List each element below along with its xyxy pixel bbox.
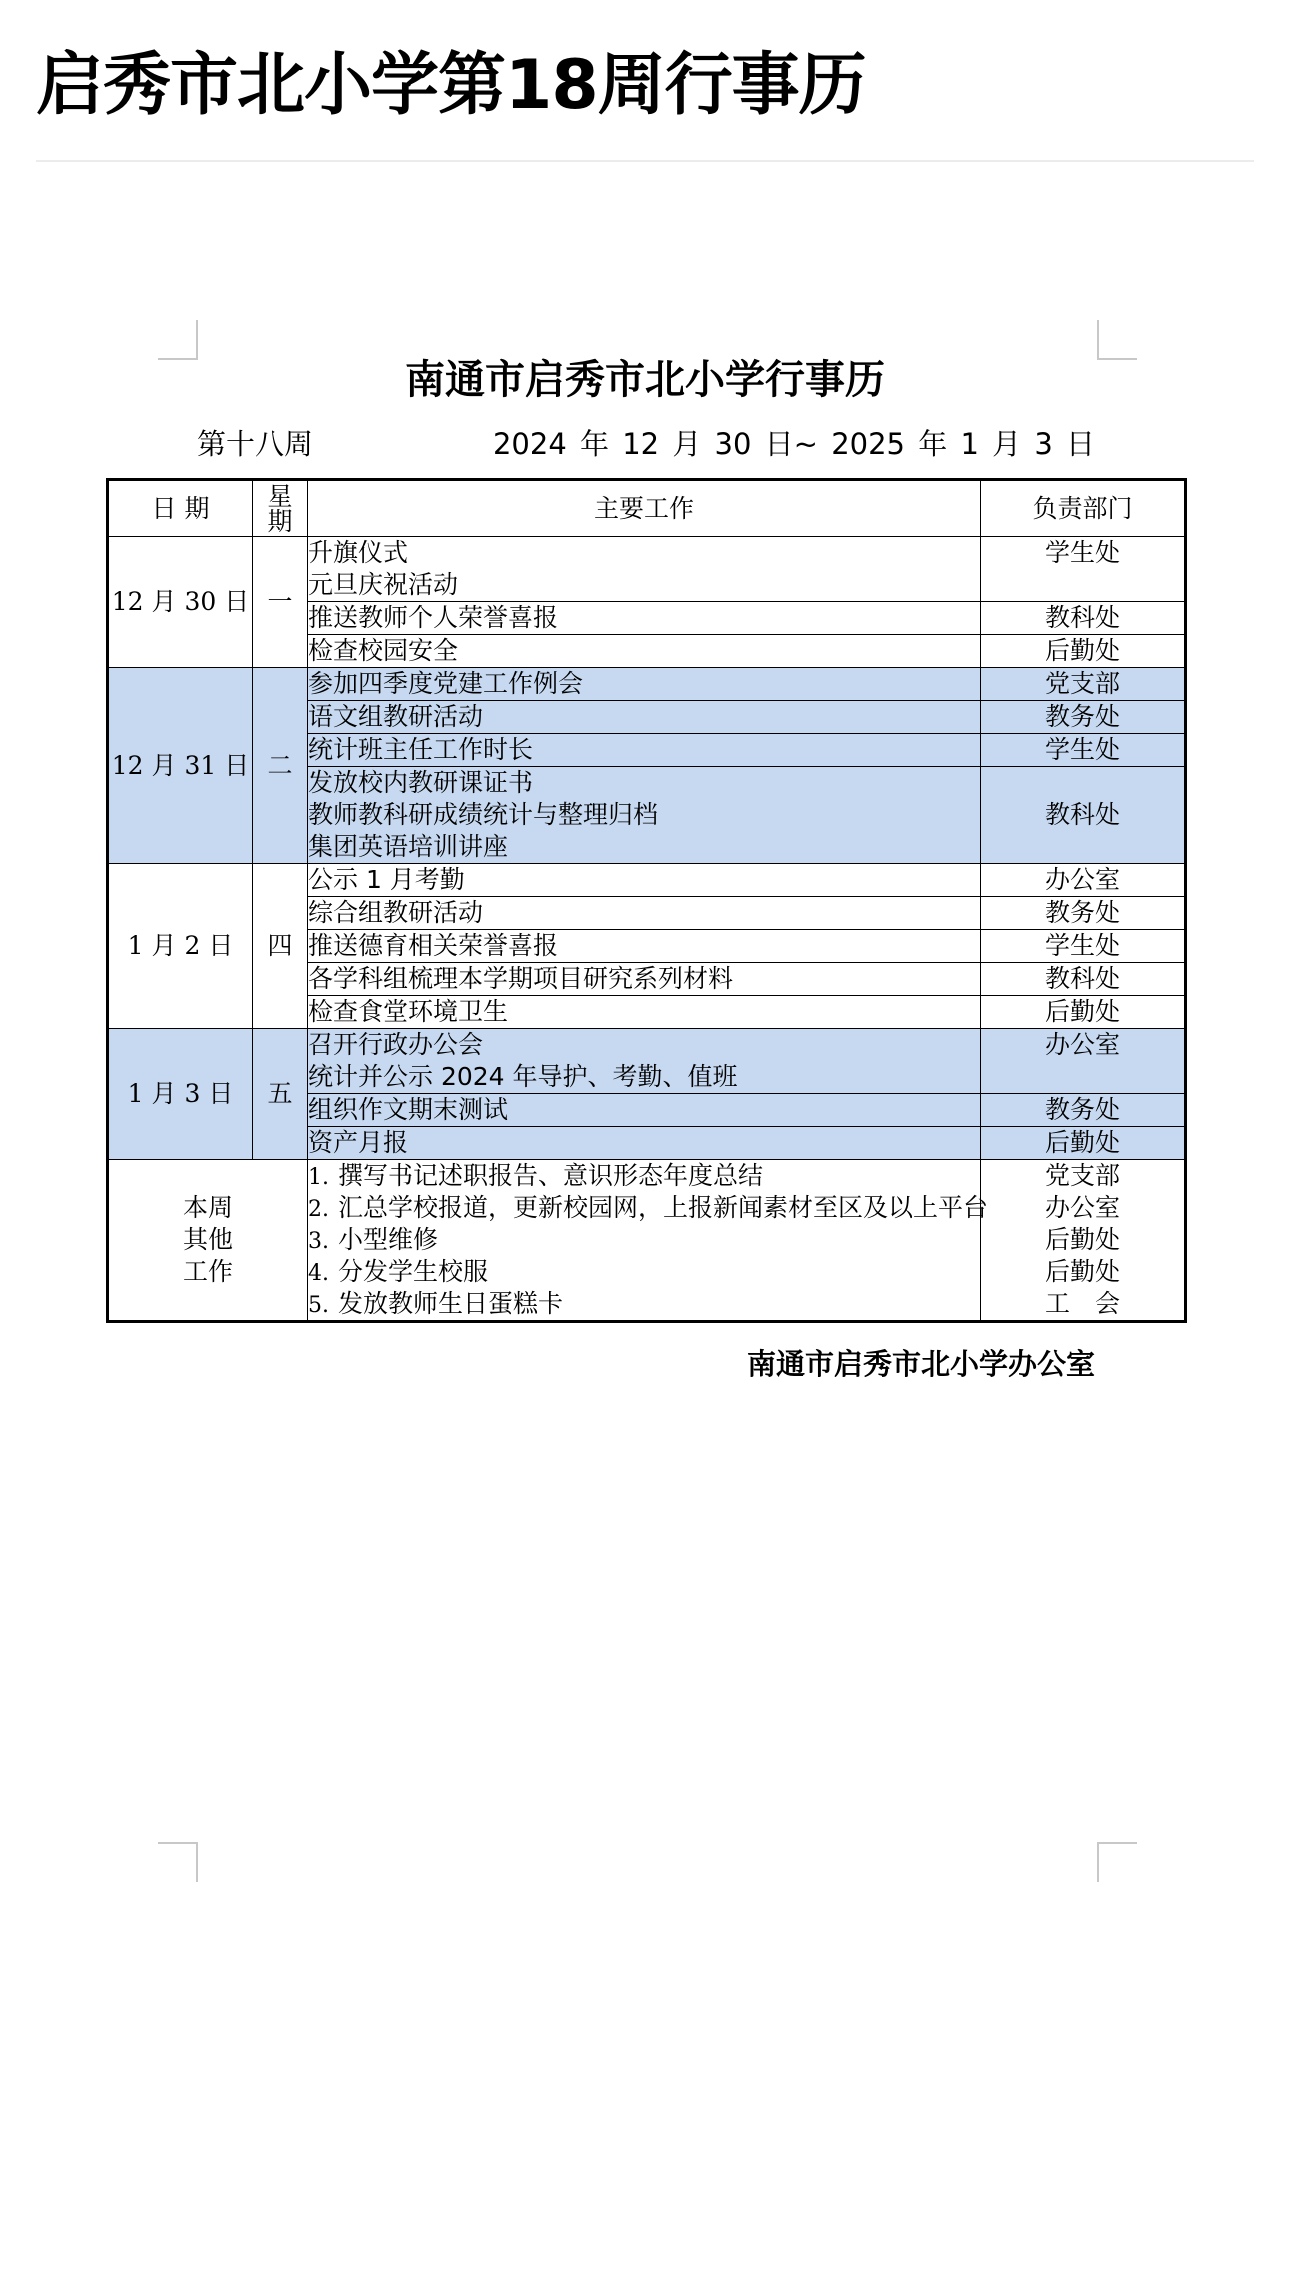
other-work-tasks — [308, 1160, 989, 1322]
date-range: 2024 年 12 月 30 日~ 2025 年 1 月 3 日 — [492, 427, 1095, 461]
other-work-dept: 工 会 — [1044, 1289, 1120, 1318]
date-cell: 1 月 3 日 — [108, 1029, 253, 1160]
dept-cell: 教务处 — [981, 701, 1186, 734]
date-cell: 12 月 30 日 — [108, 537, 253, 668]
task-item: 发放校内教研课证书 — [308, 768, 534, 797]
task-item: 检查校园安全 — [308, 636, 459, 665]
dept-cell: 后勤处 — [981, 635, 1186, 668]
title-divider — [36, 160, 1254, 162]
weekday-cell: 二 — [253, 668, 308, 864]
task-item: 资产月报 — [308, 1128, 409, 1157]
table-header-row — [108, 480, 1186, 537]
list-item: 3. 小型维修 — [308, 1225, 439, 1254]
task-item: 元旦庆祝活动 — [308, 570, 459, 599]
page-title: 启秀市北小学第18周行事历 — [36, 46, 866, 125]
task-item: 集团英语培训讲座 — [308, 832, 509, 861]
table-row — [108, 1029, 1186, 1094]
dept-column-header: 负责部门 — [981, 480, 1186, 537]
schedule-table — [106, 478, 1187, 1323]
date-cell: 12 月 31 日 — [108, 668, 253, 864]
task-item: 推送教师个人荣誉喜报 — [308, 603, 559, 632]
tasks-column-header: 主要工作 — [308, 480, 981, 537]
task-cell — [308, 635, 981, 668]
task-item: 组织作文期末测试 — [308, 1095, 509, 1124]
task-cell — [308, 767, 981, 864]
task-cell — [308, 668, 981, 701]
task-cell — [308, 996, 981, 1029]
list-item: 2. 汇总学校报道，更新校园网，上报新闻素材至区及以上平台 — [308, 1193, 989, 1222]
other-work-body — [108, 1160, 1186, 1322]
task-cell — [308, 897, 981, 930]
dept-cell: 办公室 — [981, 864, 1186, 897]
weekday-cell: 一 — [253, 537, 308, 668]
other-work-dept: 办公室 — [1044, 1193, 1120, 1222]
task-item: 参加四季度党建工作例会 — [308, 669, 584, 698]
weekday-cell: 五 — [253, 1029, 308, 1160]
task-item: 推送德育相关荣誉喜报 — [308, 931, 559, 960]
other-work-dept: 后勤处 — [1044, 1257, 1120, 1286]
list-item: 5. 发放教师生日蛋糕卡 — [308, 1289, 564, 1318]
dept-cell: 教科处 — [981, 602, 1186, 635]
task-cell — [308, 963, 981, 996]
task-cell — [308, 701, 981, 734]
task-cell — [308, 537, 981, 602]
task-item: 综合组教研活动 — [308, 898, 484, 927]
other-work-depts — [981, 1160, 1186, 1322]
other-work-label: 本周 其他 工作 — [108, 1160, 308, 1322]
date-cell: 1 月 2 日 — [108, 864, 253, 1029]
list-item: 4. 分发学生校服 — [308, 1257, 489, 1286]
task-cell — [308, 864, 981, 897]
dept-cell: 后勤处 — [981, 996, 1186, 1029]
week-label: 第十八周 — [197, 427, 314, 461]
task-item: 教师教科研成绩统计与整理归档 — [308, 800, 659, 829]
weekday-column-header: 星 期 — [253, 480, 308, 537]
other-work-dept: 后勤处 — [1044, 1225, 1120, 1254]
crop-mark-bottom-right — [1097, 1842, 1137, 1882]
task-cell — [308, 1127, 981, 1160]
task-cell — [308, 1094, 981, 1127]
other-work-row — [108, 1160, 1186, 1322]
dept-cell: 教务处 — [981, 1094, 1186, 1127]
table-row — [108, 537, 1186, 602]
task-item: 召开行政办公会 — [308, 1030, 484, 1059]
dept-cell: 办公室 — [981, 1029, 1186, 1094]
task-item: 语文组教研活动 — [308, 702, 484, 731]
task-item: 公示 1 月考勤 — [308, 865, 465, 894]
crop-mark-top-right — [1097, 320, 1137, 360]
document-heading: 南通市启秀市北小学行事历 — [405, 357, 885, 403]
office-signature: 南通市启秀市北小学办公室 — [746, 1347, 1095, 1381]
table-row — [108, 668, 1186, 701]
dept-cell: 学生处 — [981, 734, 1186, 767]
dept-cell: 教科处 — [981, 767, 1186, 864]
task-cell — [308, 602, 981, 635]
task-item: 统计并公示 2024 年导护、考勤、值班 — [308, 1062, 738, 1091]
weekday-cell: 四 — [253, 864, 308, 1029]
task-item: 升旗仪式 — [308, 538, 409, 567]
task-cell — [308, 1029, 981, 1094]
crop-mark-bottom-left — [158, 1842, 198, 1882]
dept-cell: 学生处 — [981, 930, 1186, 963]
task-item: 统计班主任工作时长 — [308, 735, 534, 764]
dept-cell: 党支部 — [981, 668, 1186, 701]
date-column-header: 日 期 — [108, 480, 253, 537]
dept-cell: 教务处 — [981, 897, 1186, 930]
task-cell — [308, 734, 981, 767]
task-item: 各学科组梳理本学期项目研究系列材料 — [308, 964, 734, 993]
list-item: 1. 撰写书记述职报告、意识形态年度总结 — [308, 1161, 764, 1190]
dept-cell: 后勤处 — [981, 1127, 1186, 1160]
other-work-dept: 党支部 — [1044, 1161, 1120, 1190]
dept-cell: 学生处 — [981, 537, 1186, 602]
schedule-body — [108, 537, 1186, 1160]
crop-mark-top-left — [158, 320, 198, 360]
task-cell — [308, 930, 981, 963]
table-row — [108, 864, 1186, 897]
task-item: 检查食堂环境卫生 — [308, 997, 509, 1026]
dept-cell: 教科处 — [981, 963, 1186, 996]
